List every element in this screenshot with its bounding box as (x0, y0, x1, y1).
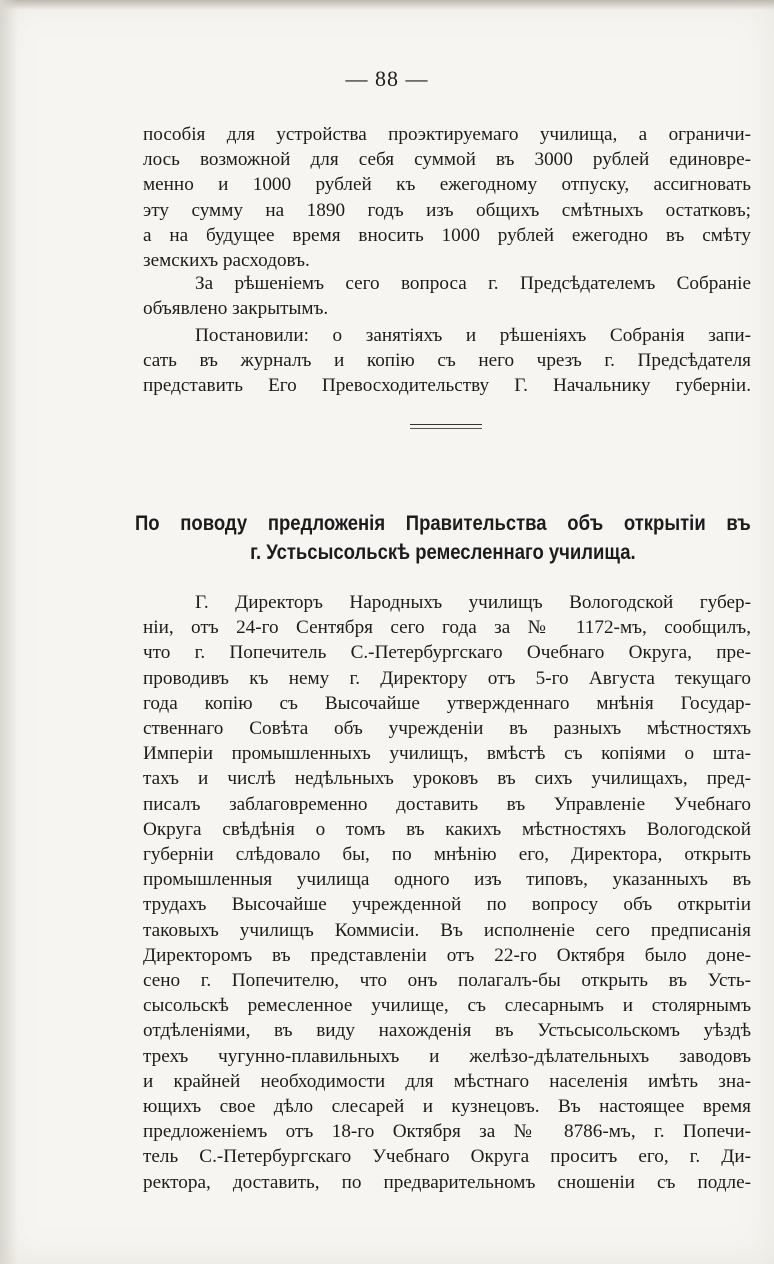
text-line: что г. Попечитель С.-Петербургскаго Очебнаго Округа, пре- (143, 642, 751, 664)
text-line: сать въ журналъ и копію съ него чрезъ г. Предсѣдателя (143, 350, 751, 372)
text-line: ніи, отъ 24-го Сентября сего года за № 1172-мъ, сообщилъ, (143, 617, 751, 639)
text-line: таковыхъ училищъ Коммисіи. Въ исполненіе сего предписанія (143, 919, 751, 941)
text-line: Округа свѣдѣнія о томъ въ какихъ мѣстностяхъ Вологодской (143, 818, 751, 840)
text-line: Постановили: о занятіяхъ и рѣшеніяхъ Собранія запи- (195, 325, 751, 346)
text-line: предложеніемъ отъ 18-го Октября за № 8786-мъ, г. Попечи- (143, 1121, 751, 1143)
text-line: пособія для устройства проэктируемаго училища, а ограничи- (143, 124, 751, 145)
text-line: сысольскѣ ремесленное училище, съ слесарнымъ и столярнымъ (143, 995, 751, 1017)
text-line: отдѣленіями, въ виду нахожденія въ Устьсысольскомъ уѣздѣ (143, 1020, 751, 1042)
text-line: земскихъ расходовъ. (143, 250, 310, 272)
section-divider-thin (410, 428, 482, 429)
text-line: Директоромъ въ представленіи отъ 22-го Октября было доне- (143, 944, 751, 966)
text-line: ректора, доставить, по предварительномъ сношеніи съ подле- (143, 1171, 751, 1193)
text-line: проводивъ къ нему г. Директору отъ 5-го Августа текущаго (143, 667, 751, 689)
page-number: — 88 — (345, 66, 429, 91)
text-line: За рѣшеніемъ сего вопроса г. Предсѣдателемъ Собраніе (195, 273, 751, 294)
text-line: тель С.-Петербургскаго Учебнаго Округа проситъ его, г. Ди- (143, 1146, 751, 1168)
text-line: Имперіи промышленныхъ училищъ, вмѣстѣ съ копіями о шта- (143, 743, 751, 765)
text-line: сено г. Попечителю, что онъ полагалъ-бы открыть въ Усть- (143, 970, 751, 992)
text-line: трехъ чугунно-плавильныхъ и желѣзо-дѣлательныхъ заводовъ (143, 1045, 751, 1067)
text-line: трудахъ Высочайше учрежденной по вопросу объ открытіи (143, 894, 751, 916)
text-line: ющихъ свое дѣло слесарей и кузнецовъ. Въ настоящее время (143, 1096, 751, 1118)
paragraph-funding (143, 122, 751, 273)
paragraph-closing (143, 271, 751, 321)
paragraph-resolution (143, 323, 751, 399)
text-line: представить Его Превосходительству Г. Начальнику губерніи. (143, 375, 751, 397)
text-line: губерніи слѣдовало бы, по мнѣнію его, Директора, открыть (143, 844, 751, 866)
section-heading (135, 509, 751, 567)
paragraph-director-report (143, 590, 751, 1195)
text-line: тахъ и числѣ недѣльныхъ уроковъ въ сихъ училищахъ, пред- (143, 768, 751, 790)
text-line: Г. Директоръ Народныхъ училищъ Вологодской губер- (195, 592, 751, 613)
page-left-edge (0, 0, 18, 1264)
text-line: промышленныя училища одного изъ типовъ, указанныхъ въ (143, 869, 751, 891)
text-line: года копію съ Высочайше утвержденнаго мнѣнія Государ- (143, 692, 751, 714)
heading-line: По поводу предложенія Правительства объ открытіи въ (135, 511, 751, 535)
text-line: а на будущее время вносить 1000 рублей ежегодно въ смѣту (143, 224, 751, 246)
section-divider (410, 424, 482, 425)
text-line: ственнаго Совѣта объ учрежденіи въ разныхъ мѣстностяхъ (143, 718, 751, 740)
text-line: менно и 1000 рублей къ ежегодному отпуску, ассигновать (143, 174, 751, 196)
text-line: лось возможной для себя суммой въ 3000 рублей единовре- (143, 149, 751, 171)
text-line: объявлено закрытымъ. (143, 298, 329, 320)
text-line: эту сумму на 1890 годъ изъ общихъ смѣтныхъ остатковъ; (143, 199, 751, 221)
text-line: писалъ заблаговременно доставить въ Управленіе Учебнаго (143, 793, 751, 815)
heading-line: г. Устьсысольскѣ ремесленнаго училища. (250, 540, 636, 564)
page-top-edge (0, 0, 774, 10)
text-line: и крайней необходимости для мѣстнаго населенія имѣть зна- (143, 1070, 751, 1092)
